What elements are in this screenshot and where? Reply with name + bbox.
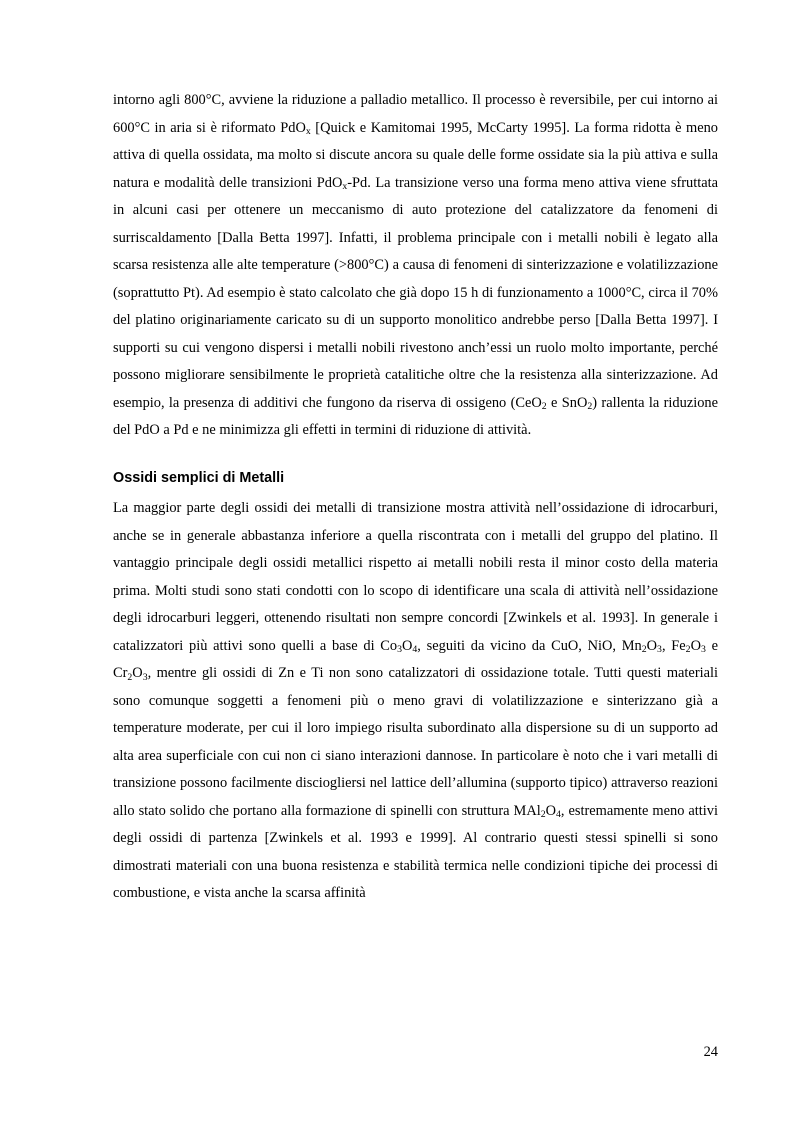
subscript: 2 (641, 644, 647, 656)
subscript: 3 (142, 671, 148, 683)
subscript: 3 (657, 644, 662, 656)
subscript: 2 (685, 644, 691, 656)
subscript: 2 (541, 401, 547, 413)
page-number: 24 (703, 1044, 718, 1060)
section-heading: Ossidi semplici di Metalli (113, 469, 285, 486)
subscript: x (305, 126, 311, 138)
subscript: x (342, 181, 348, 193)
subscript: 4 (556, 809, 561, 821)
subscript: 2 (587, 401, 593, 413)
subscript: 2 (127, 671, 133, 683)
subscript: 3 (700, 644, 706, 656)
page-body (113, 87, 718, 908)
subscript: 4 (412, 644, 418, 656)
body-paragraph: La maggior parte degli ossidi dei metalli di transizione mostra attività nell’ossidazione di idrocarburi, anche se in generale abbastanza inferiore a quella riscontrata con i metalli del gruppo del platino. Il vantaggio principale degli ossidi metallici rispetto ai metalli nobili resta il minor costo della materia prima. Molti studi sono stati condotti con lo scopo di identificare una scala di attività nell’ossidazione degli idrocarburi leggeri, ottenendo risultati non sempre concordi [Zwinkels et al. 1993]. In generale i catalizzatori più attivi sono quelli a base di $Co_3O_4$, seguiti da vicino da CuO, NiO, $Mn_2O_3$, $Fe_2O_3$ e $Cr_2O_3$, mentre gli ossidi di Zn e Ti non sono catalizzatori di ossidazione totale. Tutti questi materiali sono comunque soggetti a fenomeni più o meno gravi di volatilizzazione e sinterizzano già a temperature moderate, per cui il loro impiego risulta subordinato alla dispersione su di un supporto ad alta area superficiale con cui non ci siano interazioni dannose. In particolare è noto che i vari metalli di transizione possono facilmente disciogliersi nel lattice dell’allumina (supporto tipico) attraverso reazioni allo stato solido che portano alla formazione di spinelli con struttura $MAl_2O_4$, estremamente meno attivi degli ossidi di partenza [Zwinkels et al. 1993 e 1999]. Al contrario questi stessi spinelli si sono dimostrati materiali con una buona resistenza e stabilità termica nelle condizioni tipiche dei processi di combustione, e vista anche la scarsa affinità (113, 500, 718, 901)
subscript: 3 (397, 644, 402, 656)
subscript: 2 (540, 809, 546, 821)
body-paragraph: intorno agli 800°C, avviene la riduzione a palladio metallico. Il processo è reversibile, per cui intorno ai 600°C in aria si è riformato PdO$_x$ [Quick e Kamitomai 1995, McCarty 1995]. La forma ridotta è meno attiva di quella ossidata, ma molto si discute ancora su quale delle forme ossidate sia la più attiva e sulla natura e modalità delle transizioni PdO$_x$-Pd. La transizione verso una forma meno attiva viene sfruttata in alcuni casi per ottenere un meccanismo di auto protezione del catalizzatore da fenomeni di surriscaldamento [Dalla Betta 1997]. Infatti, il problema principale con i metalli nobili è legato alla scarsa resistenza alle alte temperature (>800°C) a causa di fenomeni di sinterizzazione e volatilizzazione (soprattutto Pt). Ad esempio è stato calcolato che già dopo 15 h di funzionamento a 1000°C, circa il 70% del platino originariamente caricato su di un supporto monolitico andrebbe perso [Dalla Betta 1997]. I supporti su cui vengono dispersi i metalli nobili rivestono anch’essi un ruolo molto importante, perché possono migliorare sensibilmente le proprietà catalitiche oltre che la resistenza alla sinterizzazione. Ad esempio, la presenza di additivi che fungono da riserva di ossigeno (CeO$_2$ e SnO$_2$) rallenta la riduzione del PdO a Pd e ne minimizza gli effetti in termini di riduzione di attività. (113, 92, 718, 438)
